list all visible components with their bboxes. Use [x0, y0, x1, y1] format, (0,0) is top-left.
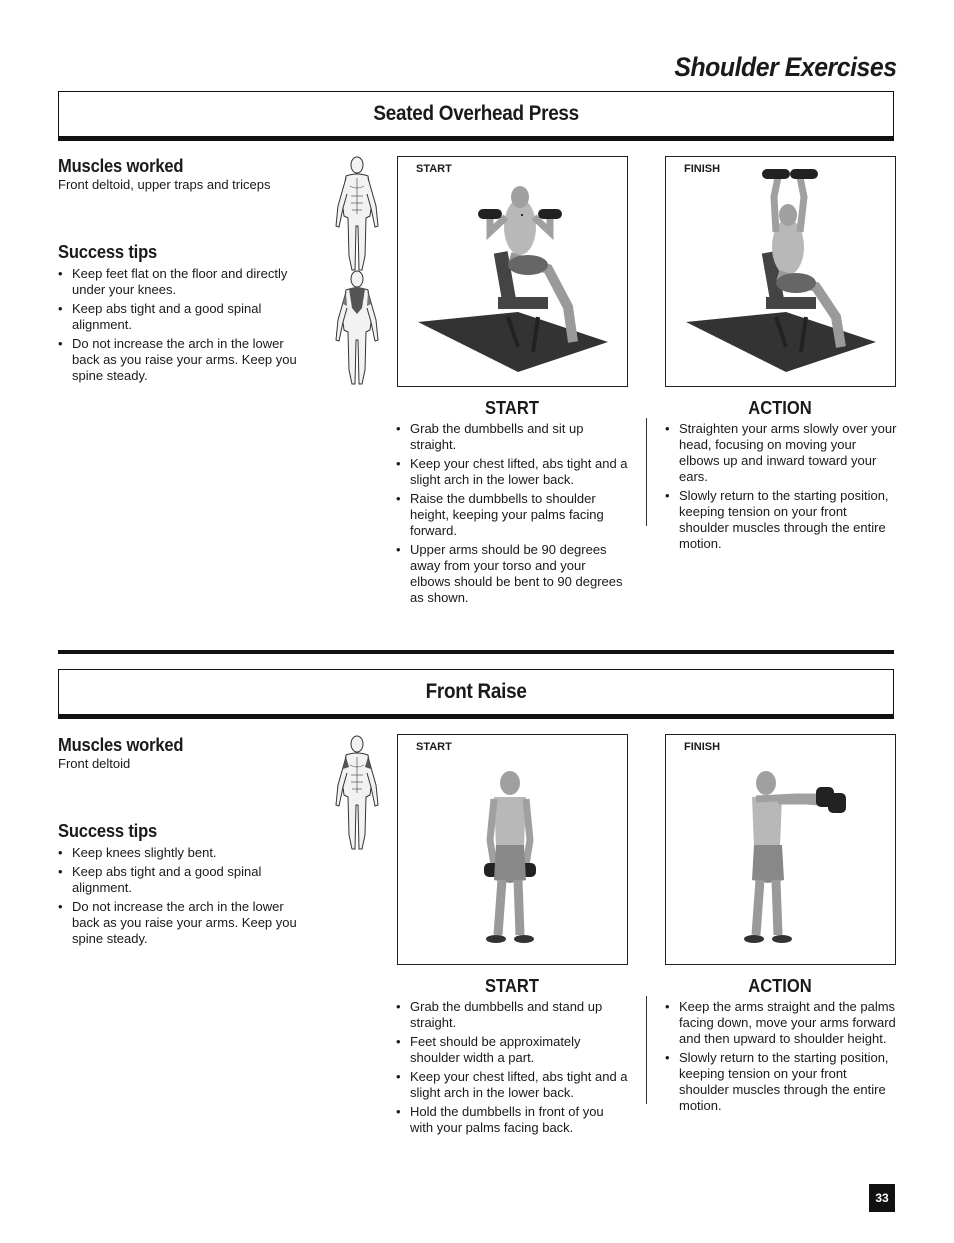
seated-press-start-illustration	[398, 157, 627, 386]
muscles-text: Front deltoid, upper traps and triceps	[58, 177, 271, 192]
list-item: • Keep your chest lifted, abs tight and a slight arch in the lower back.	[396, 1069, 628, 1101]
list-item: • Do not increase the arch in the lower back as you raise your arms. Keep you spine steady.	[58, 336, 303, 384]
section-header-seated-overhead-press	[58, 91, 894, 141]
anatomy-front-figure	[332, 735, 382, 851]
list-item: • Grab the dumbbells and sit up straight.	[396, 421, 628, 453]
action-column	[665, 976, 899, 1117]
action-heading: ACTION	[748, 976, 812, 996]
list-item: • Feet should be approximately shoulder width a part.	[396, 1034, 628, 1066]
muscles-text: Front deltoid	[58, 756, 131, 771]
photo-start-seated	[397, 156, 628, 387]
list-item: • Keep the arms straight and the palms facing down, move your arms forward and then upward to shoulder height.	[665, 999, 899, 1047]
list-item: • Keep knees slightly bent.	[58, 845, 303, 861]
list-item: • Slowly return to the starting position, keeping tension on your front shoulder muscles through the entire motion.	[665, 1050, 899, 1114]
start-heading: START	[485, 398, 539, 418]
tips-list	[58, 845, 303, 947]
muscles-heading: Muscles worked	[58, 156, 184, 176]
photo-label-start: START	[416, 741, 452, 753]
list-item: • Raise the dumbbells to shoulder height, keeping your palms facing forward.	[396, 491, 628, 539]
photo-label-start: START	[416, 163, 452, 175]
list-item: • Straighten your arms slowly over your head, focusing on moving your elbows up and inward toward your ears.	[665, 421, 899, 485]
column-divider	[646, 418, 647, 526]
section-header-front-raise	[58, 669, 894, 719]
list-item: • Do not increase the arch in the lower back as you raise your arms. Keep you spine steady.	[58, 899, 303, 947]
section-title: Seated Overhead Press	[373, 102, 579, 125]
column-divider	[646, 996, 647, 1104]
photo-finish-front-raise	[665, 734, 896, 965]
front-raise-finish-illustration	[666, 735, 895, 964]
section-divider	[58, 650, 894, 654]
action-heading: ACTION	[748, 398, 812, 418]
start-column	[396, 398, 628, 609]
start-steps-list	[396, 999, 628, 1136]
tips-heading: Success tips	[58, 242, 158, 262]
success-tips-block	[58, 821, 303, 950]
list-item: • Keep abs tight and a good spinal alignment.	[58, 301, 303, 333]
action-steps-list	[665, 421, 899, 552]
start-heading: START	[485, 976, 539, 996]
tips-heading: Success tips	[58, 821, 158, 841]
page-number: 33	[869, 1184, 895, 1212]
front-raise-start-illustration	[398, 735, 627, 964]
list-item: • Upper arms should be 90 degrees away from your torso and your elbows should be bent to 90 degrees as shown.	[396, 542, 628, 606]
anatomy-front-figure	[332, 156, 382, 272]
muscles-worked-block	[58, 735, 318, 772]
tips-list	[58, 266, 303, 384]
muscles-worked-block	[58, 156, 318, 193]
photo-label-finish: FINISH	[684, 163, 721, 175]
list-item: • Hold the dumbbells in front of you with your palms facing back.	[396, 1104, 628, 1136]
seated-press-finish-illustration	[666, 157, 895, 386]
section-title: Front Raise	[425, 680, 527, 703]
action-column	[665, 398, 899, 555]
list-item: • Keep abs tight and a good spinal alignment.	[58, 864, 303, 896]
page-title: Shoulder Exercises	[674, 52, 897, 82]
list-item: • Keep feet flat on the floor and directly under your knees.	[58, 266, 303, 298]
list-item: • Keep your chest lifted, abs tight and a slight arch in the lower back.	[396, 456, 628, 488]
start-steps-list	[396, 421, 628, 606]
photo-finish-seated	[665, 156, 896, 387]
list-item: • Grab the dumbbells and stand up straight.	[396, 999, 628, 1031]
action-steps-list	[665, 999, 899, 1114]
muscles-heading: Muscles worked	[58, 735, 184, 755]
photo-label-finish: FINISH	[684, 741, 721, 753]
success-tips-block	[58, 242, 303, 387]
start-column	[396, 976, 628, 1139]
photo-start-front-raise	[397, 734, 628, 965]
list-item: • Slowly return to the starting position, keeping tension on your front shoulder muscles through the entire motion.	[665, 488, 899, 552]
anatomy-back-figure	[332, 270, 382, 386]
